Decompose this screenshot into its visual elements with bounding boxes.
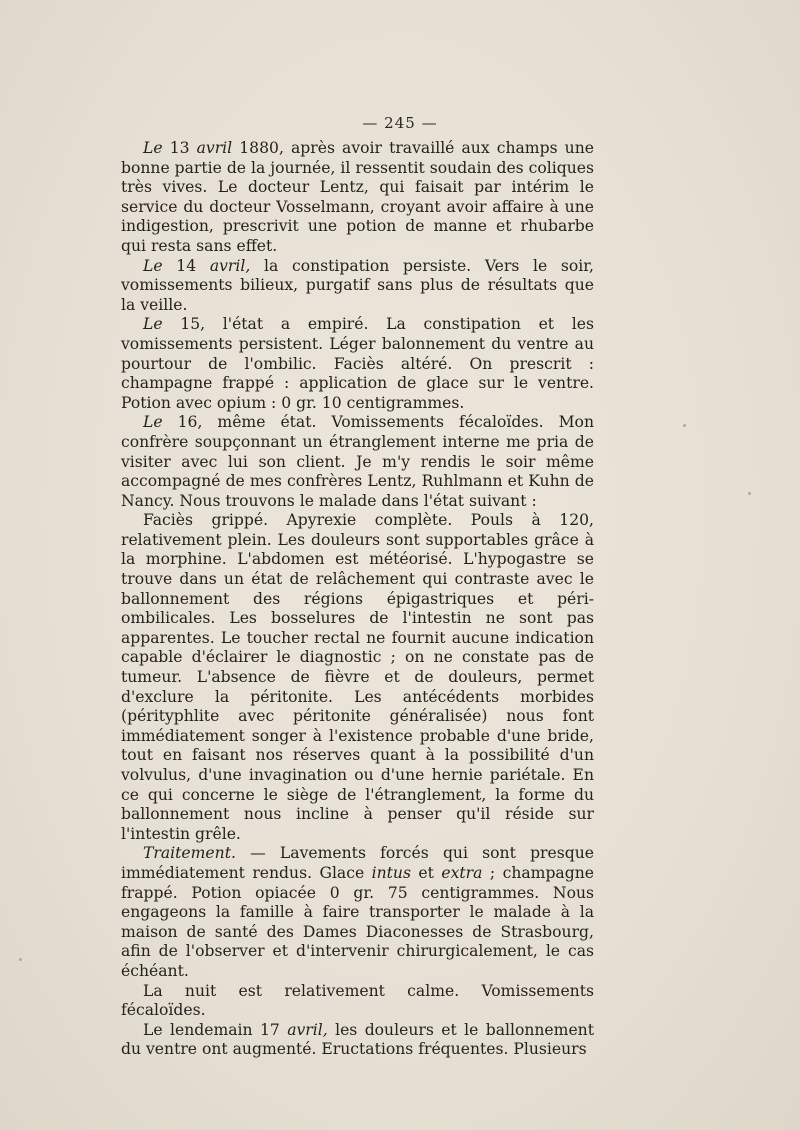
italic-text: extra (441, 863, 483, 882)
italic-text: Traitement. (143, 844, 236, 863)
paragraph (121, 257, 594, 316)
page-number: — 245 — (362, 114, 438, 132)
text-run: la constipation persiste. Vers le soir, vomissements bilieux, purgatif sans plus de résultats que la veille. (121, 256, 594, 314)
paragraph (121, 511, 594, 844)
paragraph (121, 315, 594, 413)
italic-text: Le (143, 256, 163, 275)
italic-text: avril, (287, 1020, 328, 1039)
paragraph (121, 413, 594, 511)
body-text (121, 139, 594, 1060)
text-run: 1880, après avoir travaillé aux champs une bonne partie de la journée, il ressentit soudain des coliques très vives. Le docteur Lentz, qui faisait par intérim le service du docteur Vosselmann, croyant avoir affaire à une indigestion, prescrivit une potion de manne et rhubarbe qui resta sans effet. (121, 139, 594, 255)
text-run: 13 (162, 139, 197, 157)
paragraph (121, 982, 594, 1021)
text-run: Le lendemain 17 (143, 1020, 288, 1039)
paper-speck (19, 958, 22, 961)
text-run: 16, même état. Vomissements fécaloïdes. Mon confrère soupçonnant un étranglement interne me pria de visiter avec lui son client. Je m'y rendis le soir même accompagné de mes confrères Lentz, Ruhlmann et Kuhn de Nancy. Nous trouvons le malade dans l'état suivant : (121, 413, 594, 510)
text-run: ; champagne frappé. Potion opiacée 0 gr. 75 centigrammes. Nous engageons la famille à faire transporter le malade à la maison de santé des Dames Diaconesses de Strasbourg, afin de l'observer et d'intervenir chirurgicalement, le cas échéant. (121, 863, 594, 980)
text-run: et (410, 863, 442, 882)
italic-text: Le (143, 413, 163, 432)
paragraph (121, 844, 594, 981)
italic-text: avril, (209, 256, 251, 275)
text-run: 14 (162, 256, 210, 275)
paragraph (121, 139, 594, 257)
paper-speck (683, 424, 686, 427)
italic-text: Le (143, 315, 163, 334)
text-run: La nuit est relativement calme. Vomissements fécaloïdes. (121, 981, 594, 1020)
italic-text: avril (196, 139, 233, 157)
text-run: 15, l'état a empiré. La constipation et les vomissements persistent. Léger balonnement du ventre au pourtour de l'ombilic. Faciès altéré. On prescrit : champagne frappé : application de glace sur le ventre. Potion avec opium : 0 gr. 10 centigrammes. (121, 315, 594, 412)
italic-text: intus (371, 863, 411, 882)
paragraph (121, 1021, 594, 1060)
italic-text: Le (143, 139, 163, 157)
text-run: Faciès grippé. Apyrexie complète. Pouls à 120, relativement plein. Les douleurs sont supportables grâce à la morphine. L'abdomen est météorisé. L'hypogastre se trouve dans un état de relâchement qui contraste avec le ballonnement des régions épigastriques et péri-ombilicales. Les bosselures de l'intestin ne sont pas apparentes. Le toucher rectal ne fournit aucune indication capable d'éclairer le diagnostic ; on ne constate pas de tumeur. L'absence de fièvre et de douleurs, permet d'exclure la péritonite. Les antécédents morbides (pérityphlite avec péritonite généralisée) nous font immédiatement songer à l'existence probable d'une bride, tout en faisant nos réserves quant à la possibilité d'un volvulus, d'une invagination ou d'une hernie pariétale. En ce qui concerne le siège de l'étranglement, la forme du ballonnement nous incline à penser qu'il réside sur l'intestin grêle. (121, 511, 594, 843)
paper-speck (748, 492, 751, 495)
text-run: les douleurs et le ballonnement du ventre ont augmenté. Eructations fréquentes. Plusieurs (121, 1020, 594, 1059)
text-run: — Lavements forcés qui sont presque immédiatement rendus. Glace (121, 844, 594, 882)
